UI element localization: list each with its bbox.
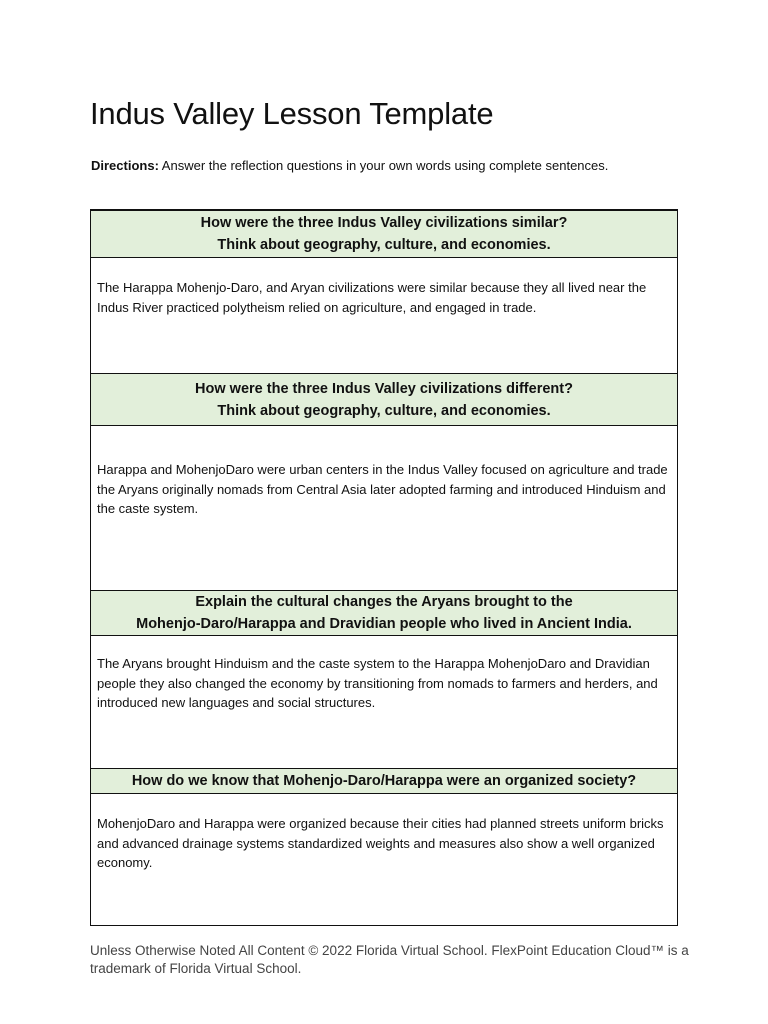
question-1-line-1: How were the three Indus Valley civilizations similar?	[200, 215, 568, 231]
answer-cell-3[interactable]	[91, 636, 677, 769]
answer-3-text: The Aryans brought Hinduism and the caste system to the Harappa MohenjoDaro and Dravidian people they also changed the economy by transitioning from nomads to farmers and herders, and introduced new languages and social structures.	[97, 656, 658, 710]
question-2-line-1: How were the three Indus Valley civilizations different?	[195, 380, 573, 397]
reflection-table	[90, 209, 678, 926]
answer-cell-4[interactable]	[91, 794, 677, 925]
copyright-footer: Unless Otherwise Noted All Content © 2022 Florida Virtual School. FlexPoint Education Cloud™ is a trademark of Florida Virtual School.	[90, 943, 689, 976]
page-title: Indus Valley Lesson Template	[90, 96, 494, 131]
directions	[91, 157, 608, 175]
question-3-line-1: Explain the cultural changes the Aryans brought to the	[195, 594, 573, 610]
question-2-line-2: Think about geography, culture, and economies.	[217, 402, 551, 419]
question-cell-3	[91, 591, 677, 636]
directions-text: Answer the reflection questions in your own words using complete sentences.	[158, 158, 609, 173]
question-1-line-2: Think about geography, culture, and economies.	[217, 237, 551, 253]
answer-1-text: The Harappa Mohenjo-Daro, and Aryan civilizations were similar because they all lived near the Indus River practiced polytheism relied on agriculture, and engaged in trade.	[97, 280, 647, 315]
question-4-line-1: How do we know that Mohenjo-Daro/Harappa were an organized society?	[131, 773, 637, 789]
answer-cell-1[interactable]	[91, 258, 677, 374]
question-cell-1	[91, 211, 677, 258]
question-cell-4	[91, 769, 677, 794]
directions-label: Directions:	[91, 158, 159, 173]
answer-2-text: Harappa and MohenjoDaro were urban centers in the Indus Valley focused on agriculture and trade the Aryans originally nomads from Central Asia later adopted farming and introduced Hinduism and the caste system.	[97, 462, 668, 516]
question-cell-2	[91, 374, 677, 426]
question-3-line-2: Mohenjo-Daro/Harappa and Dravidian people who lived in Ancient India.	[136, 616, 632, 632]
answer-cell-2[interactable]	[91, 426, 677, 591]
answer-4-text: MohenjoDaro and Harappa were organized because their cities had planned streets uniform bricks and advanced drainage systems standardized weights and measures also show a well organized economy.	[97, 816, 664, 870]
